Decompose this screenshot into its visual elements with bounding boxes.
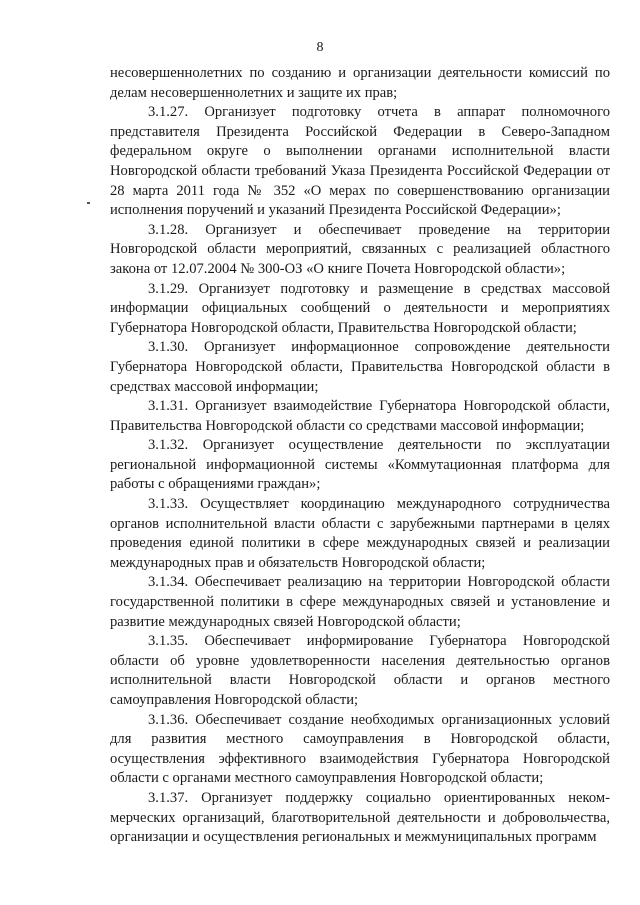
paragraph-3-1-36: 3.1.36. Обеспечивает создание необходимых организационных условий для развития местного самоуправления в Новгородской области, осуществления эффективного взаимодействия Губернатора Новгородской области с органами местного самоуправления Новгородской области; bbox=[110, 711, 610, 787]
page-number: 8 bbox=[316, 40, 324, 55]
document-body bbox=[110, 64, 610, 848]
paragraph-continuation: несовершеннолетних по созданию и организации деятельности комиссий по делам несовершеннолетних и защите их прав; bbox=[110, 65, 610, 101]
paragraph-3-1-30: 3.1.30. Организует информационное сопровождение деятельности Губернатора Новгородской области, Правительства Новгородской области в средствах массовой информации; bbox=[110, 339, 610, 395]
paragraph-3-1-37: 3.1.37. Организует поддержку социально ориентированных неком-мерческих организаций, благотворительной деятельности и добровольчества, организации и осуществления региональных и межмуниципальных программ bbox=[110, 789, 610, 846]
paragraph-3-1-27: 3.1.27. Организует подготовку отчета в аппарат полномочного представителя Президента Российской Федерации в Северо-Западном федеральном округе о выполнении органами исполнительной власти Новгородской области требований Указа Президента Российской Федерации от 28 марта 2011 года № 352 «О мерах по совершенствованию организации исполнения поручений и указаний Президента Российской Федерации»; bbox=[110, 104, 610, 219]
paragraph-3-1-35: 3.1.35. Обеспечивает информирование Губернатора Новгородской области об уровне удовлетворенности населения деятельностью органов исполнительной власти Новгородской области и органов местного самоуправления Новгородской области; bbox=[110, 633, 610, 708]
paragraph-3-1-29: 3.1.29. Организует подготовку и размещение в средствах массовой информации официальных сообщений о деятельности и мероприятиях Губернатора Новгородской области, Правительства Новгородской области; bbox=[110, 280, 610, 336]
paragraph-3-1-34: 3.1.34. Обеспечивает реализацию на территории Новгородской области государственной политики в сфере международных связей и установление и развитие международных связей Новгородской области; bbox=[110, 574, 610, 630]
margin-mark bbox=[87, 202, 90, 204]
paragraph-3-1-31: 3.1.31. Организует взаимодействие Губернатора Новгородской области, Правительства Новгородской области со средствами массовой информации; bbox=[110, 398, 610, 434]
paragraph-3-1-33: 3.1.33. Осуществляет координацию международного сотрудничества органов исполнительной власти области с зарубежными партнерами в целях проведения единой политики в сфере международных связей и реализации международных прав и обязательств Новгородской области; bbox=[110, 496, 610, 571]
paragraph-3-1-32: 3.1.32. Организует осуществление деятельности по эксплуатации региональной информационной системы «Коммутационная платформа для работы с обращениями граждан»; bbox=[110, 437, 610, 493]
paragraph-3-1-28: 3.1.28. Организует и обеспечивает проведение на территории Новгородской области мероприятий, связанных с реализацией областного закона от 12.07.2004 № 300-ОЗ «О книге Почета Новгородской области»; bbox=[110, 221, 610, 277]
